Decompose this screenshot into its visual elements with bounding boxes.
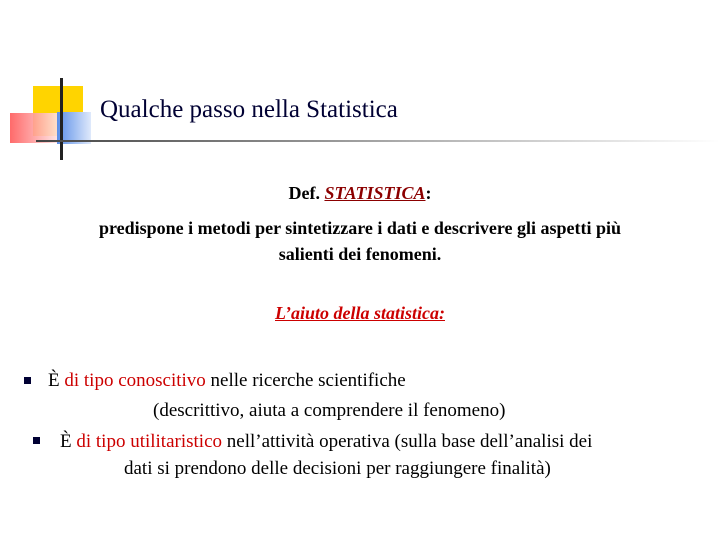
slide-title: Qualche passo nella Statistica [100, 96, 398, 123]
title-decoration [0, 0, 720, 170]
bullet-square-icon [33, 437, 40, 444]
bullet-1-lead: È [48, 370, 65, 391]
definition-body-line1: predispone i metodi per sintetizzare i dati e descrivere gli aspetti più [98, 218, 622, 238]
definition-body-line2: salienti dei fenomeni. [278, 244, 442, 264]
subheading: L’aiuto della statistica: [275, 303, 445, 323]
deco-horizontal-rule [36, 140, 720, 142]
definition-heading [0, 180, 720, 206]
bullet-1-line2: (descrittivo, aiuta a comprendere il fenomeno) [153, 400, 506, 421]
bullet-2-line2: dati si prendono delle decisioni per raggiungere finalità) [124, 458, 551, 479]
definition-suffix: : [425, 183, 432, 203]
bullet-2-line1 [60, 429, 592, 455]
bullet-2-highlight: di tipo utilitaristico [76, 431, 223, 452]
bullet-2-lead: È [60, 431, 77, 452]
bullet-1-rest: nelle ricerche scientifiche [205, 370, 406, 391]
definition-term: STATISTICA [324, 183, 426, 203]
deco-vertical-rule [60, 78, 63, 160]
definition-body [20, 215, 700, 267]
bullet-2-rest: nell’attività operativa (sulla base dell’analisi dei [222, 431, 593, 452]
definition-prefix: Def. [288, 183, 325, 203]
bullet-square-icon [24, 377, 31, 384]
bullet-1-line1 [48, 368, 406, 394]
bullet-1-highlight: di tipo conoscitivo [64, 370, 206, 391]
